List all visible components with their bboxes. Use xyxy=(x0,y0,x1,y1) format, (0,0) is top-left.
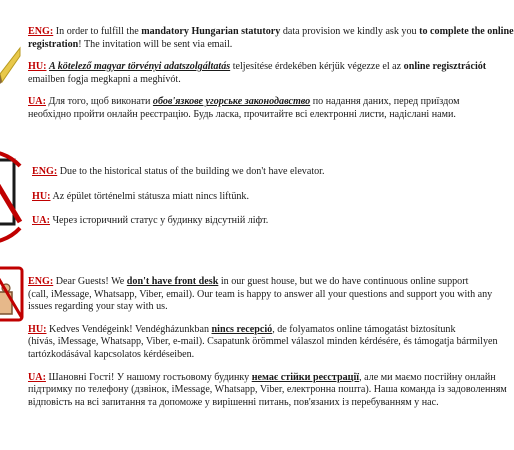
lang-tag: HU: xyxy=(28,323,47,335)
section-elevator xyxy=(32,166,450,228)
eng-paragraph: ENG: Dear Guests! We don't have front desk in our guest house, but we do have continuous online support xyxy=(28,276,469,287)
lang-tag: HU: xyxy=(32,190,51,202)
pencil-icon xyxy=(0,44,20,88)
no-front-desk-icon xyxy=(0,266,24,324)
section-front-desk: ENG: Dear Guests! We don't have front desk in our guest house, but we do have continuous online support (call, iMessage, Whatsapp, Viber, email). Our team is happy to answer all your questions and support you with any issues regarding your stay with us. HU: Kedves Vendégeink! Vendégházunkban nincs recepció, de folyamatos online támogatást biztosítunk (hívás, iMessage, Whatsapp, Viber, e-mail). Csapatunk örömmel válaszol minden kérdésére, és támogatja bármilyen tartózkodásával kapcsolatos kérdéseiben. UA: Шановні Гості! У нашому гостьовому будинку немає стійки реєстрації, але ми маємо постійну онлайн підтримку по телефону (дзвінок, iMessage, Whatsapp, Viber, електронна пошта). Наша команда із задоволенням відповість на всі запитання та допоможе у вирішенні питань, пов'язаних із перебуванням у нас. xyxy=(28,276,507,408)
lang-tag: ENG: xyxy=(28,276,54,287)
ua-paragraph: UA: Через історичний статус у будинку відсутній ліфт. xyxy=(32,215,269,227)
lang-tag: UA: xyxy=(32,215,50,227)
hu-paragraph: HU: Kedves Vendégeink! Vendégházunkban nincs recepció, de folyamatos online támogatást biztosítunk xyxy=(28,323,456,335)
ua-paragraph: UA: Шановні Гості! У нашому гостьовому будинку немає стійки реєстрації, але ми маємо постійну онлайн xyxy=(28,371,496,383)
lang-tag: HU: xyxy=(28,61,47,73)
hu-paragraph: HU: A kötelező magyar törvényi adatszolgáltatás teljesítése érdekében kérjük végezze el az online regisztrációt xyxy=(28,61,487,73)
eng-paragraph: ENG: In order to fulfill the mandatory Hungarian statutory data provision we kindly ask you to complete the online xyxy=(28,26,514,37)
no-elevator-icon xyxy=(0,152,20,242)
ua-paragraph: UA: Для того, щоб виконати обов'язкове угорське законодавство по надання даних, перед приїздом xyxy=(28,96,460,108)
lang-tag: UA: xyxy=(28,371,46,383)
lang-tag: UA: xyxy=(28,96,46,108)
lang-tag: ENG: xyxy=(32,166,58,177)
lang-tag: ENG: xyxy=(28,26,54,37)
eng-paragraph: ENG: Due to the historical status of the building we don't have elevator. xyxy=(32,166,325,177)
hu-paragraph: HU: Az épület történelmi státusza miatt nincs liftünk. xyxy=(32,190,249,202)
section-registration: ENG: In order to fulfill the mandatory Hungarian statutory data provision we kindly ask you to complete the online registration! The invitation will be sent via email. HU: A kötelező magyar törvényi adatszolgáltatás teljesítése érdekében kérjük végezze el az online regisztrációt emailben fogja megkapni a meghívót. UA: Для того, щоб виконати обов'язкове угорське законодавство по надання даних, перед приїздом необхідно пройти онлайн реєстрацію. Будь ласка, прочитайте всі електронні листи, надіслані нами. xyxy=(28,26,514,120)
